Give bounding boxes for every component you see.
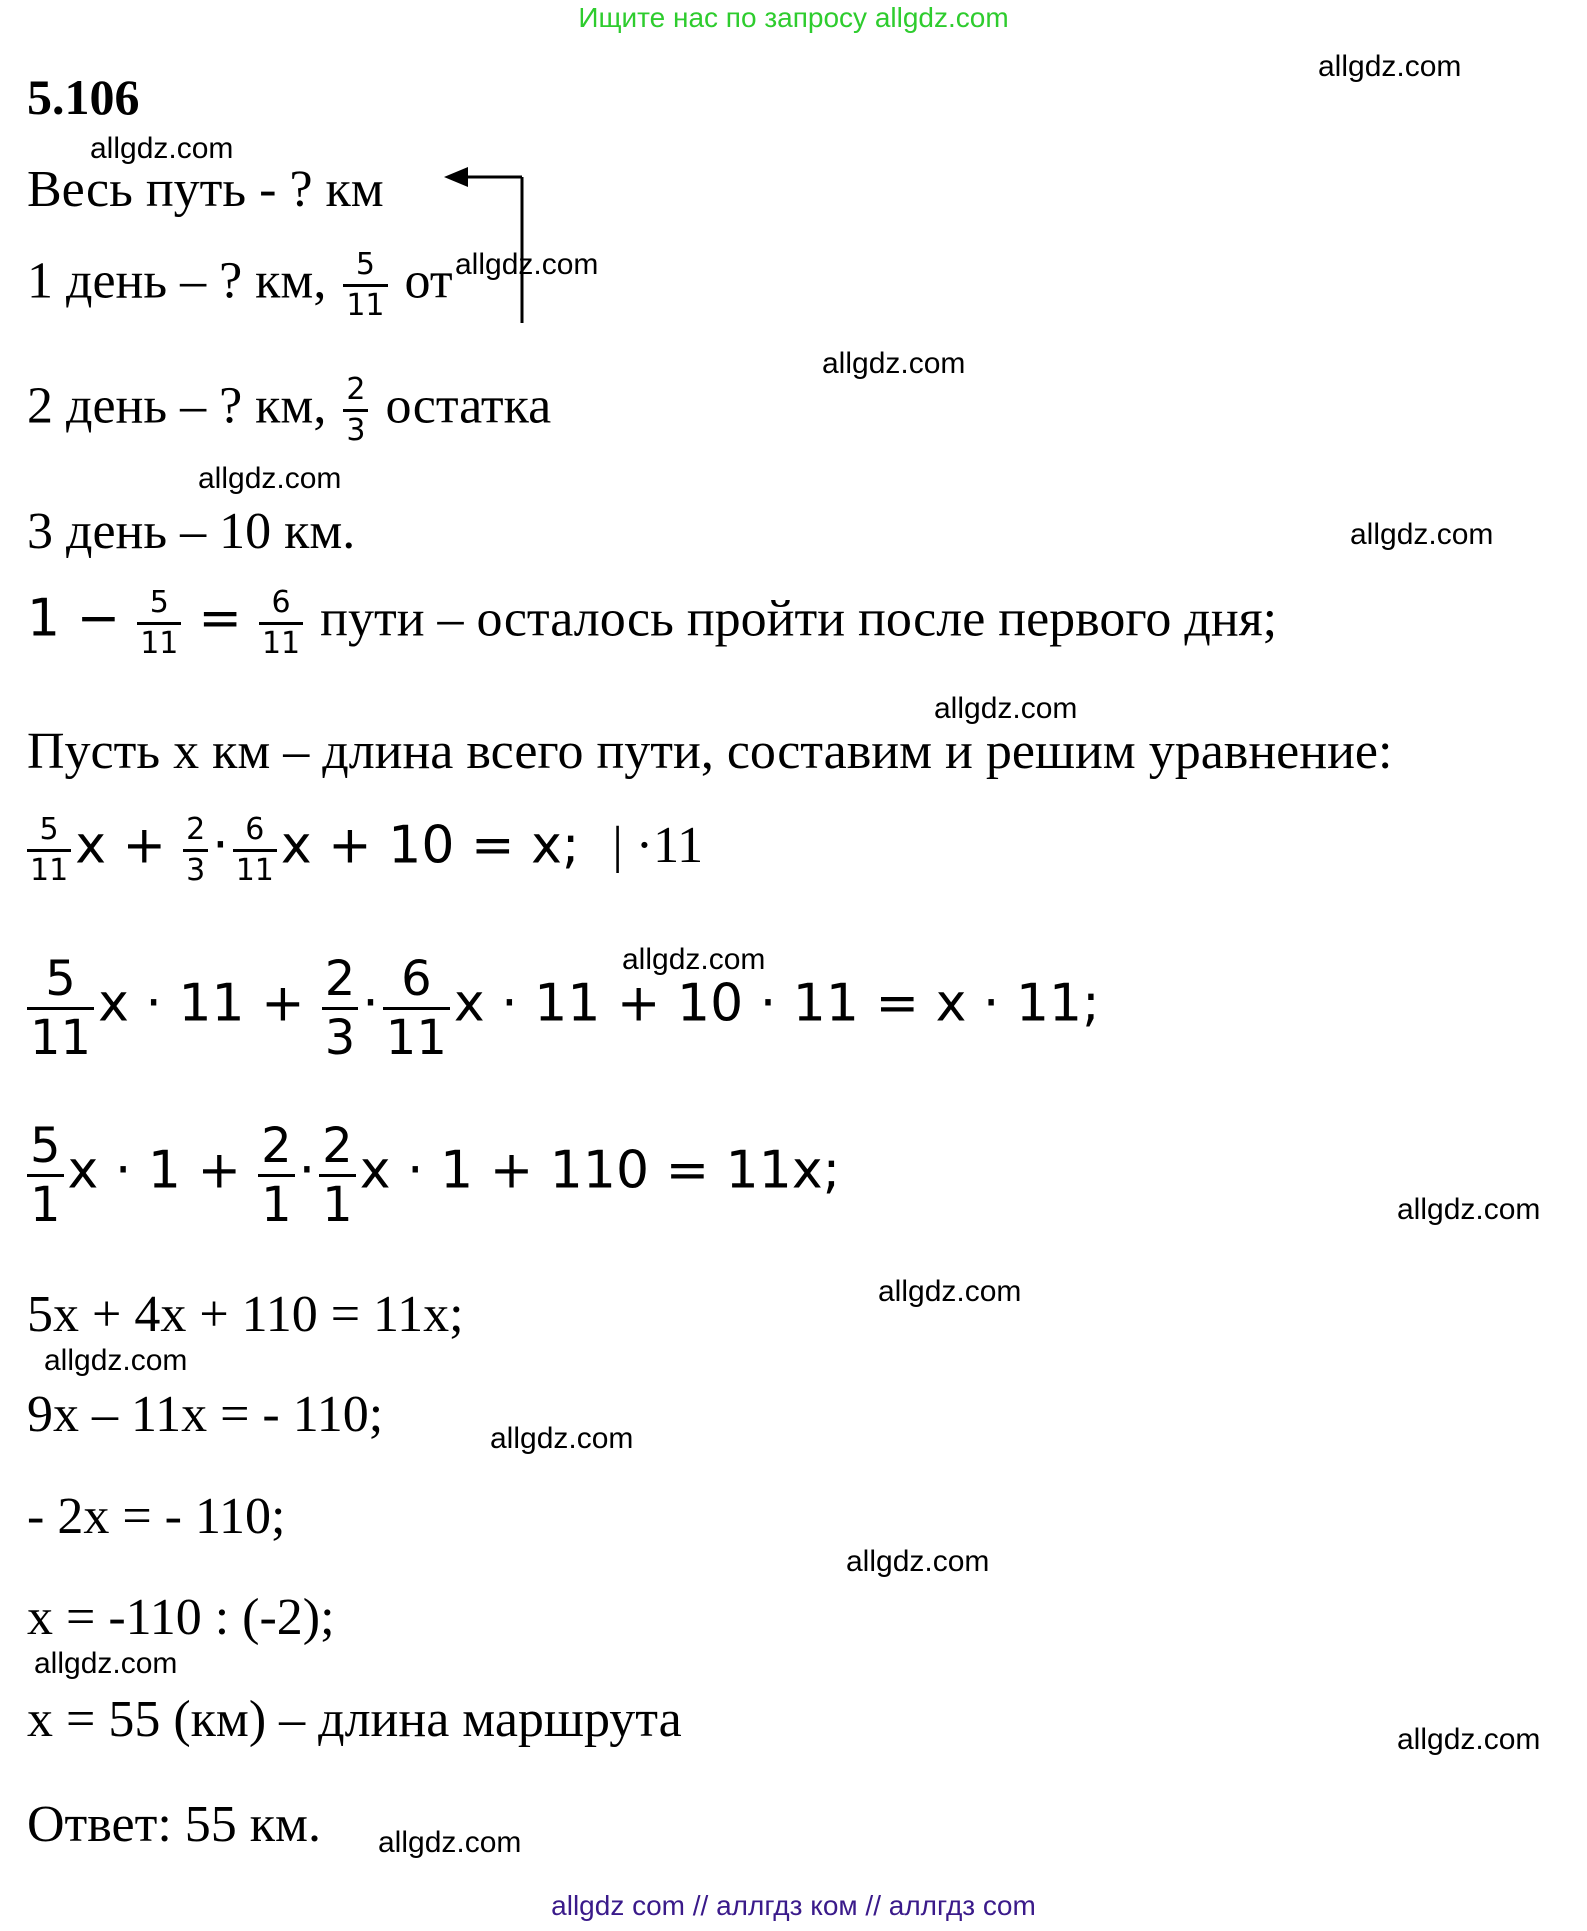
expr: x · 11 + 10 · 11 = x · 11; — [453, 973, 1100, 1034]
top-banner: Ищите нас по запросу allgdz.com — [578, 2, 1009, 33]
expr: x · 1 + — [67, 1140, 242, 1201]
numerator: 6 — [245, 812, 265, 847]
denominator: 3 — [322, 1007, 359, 1062]
expr: x · 11 + — [98, 973, 305, 1034]
watermark: allgdz.com — [455, 248, 599, 281]
watermark: allgdz.com — [378, 1826, 522, 1859]
equation-6: - 2x = - 110; — [27, 1488, 286, 1545]
fraction — [319, 1118, 356, 1233]
numerator: 5 — [355, 247, 375, 282]
fraction — [183, 812, 208, 888]
answer: Ответ: 55 км. — [27, 1796, 321, 1853]
given-day2 — [27, 372, 552, 448]
let-statement: Пусть x км – длина всего пути, составим и решим уравнение: — [27, 723, 1393, 780]
numerator: 2 — [261, 1118, 292, 1174]
expr: 1 − — [27, 588, 121, 649]
watermark: allgdz.com — [490, 1422, 634, 1455]
dot: · — [362, 973, 379, 1034]
numerator: 2 — [346, 372, 366, 407]
numerator: 5 — [45, 951, 76, 1007]
denominator: 11 — [27, 1007, 94, 1062]
watermark: allgdz.com — [1318, 50, 1462, 83]
reference-arrow — [440, 165, 530, 325]
fraction — [27, 812, 71, 888]
denominator: 11 — [383, 1007, 450, 1062]
watermark: allgdz.com — [1350, 518, 1494, 551]
denominator: 3 — [343, 409, 368, 446]
denominator: 3 — [183, 849, 208, 886]
fraction — [383, 951, 450, 1066]
given-total: Весь путь - ? км — [27, 161, 384, 218]
denominator: 11 — [233, 849, 277, 886]
equation-7: x = -110 : (-2); — [27, 1589, 335, 1646]
fraction — [258, 1118, 295, 1233]
numerator: 2 — [324, 951, 356, 1007]
watermark: allgdz.com — [846, 1545, 990, 1578]
fraction — [259, 585, 303, 661]
denominator: 11 — [27, 849, 71, 886]
numerator: 6 — [401, 951, 432, 1007]
numerator: 5 — [39, 812, 59, 847]
equation-8: x = 55 (км) – длина маршрута — [27, 1691, 682, 1748]
watermark: allgdz.com — [822, 347, 966, 380]
expr: x + — [75, 815, 167, 876]
equation-4: 5x + 4x + 110 = 11x; — [27, 1286, 464, 1343]
step-remaining — [27, 585, 1278, 661]
denominator: 11 — [343, 284, 387, 321]
day1-suffix: от — [404, 252, 453, 310]
day1-label: 1 день – ? км, — [27, 252, 327, 310]
numerator: 5 — [149, 585, 169, 620]
multiplier: | ·11 — [612, 817, 704, 875]
footer-banner: allgdz com // аллгдз ком // аллгдз com — [551, 1890, 1036, 1921]
fraction — [322, 951, 359, 1066]
watermark: allgdz.com — [1397, 1723, 1541, 1756]
problem-number: 5.106 — [27, 69, 140, 125]
denominator: 1 — [319, 1174, 356, 1229]
watermark: allgdz.com — [34, 1647, 178, 1680]
dot: · — [298, 1140, 316, 1201]
equation-3 — [27, 1118, 841, 1233]
equals: = — [198, 588, 242, 649]
watermark: allgdz.com — [878, 1275, 1022, 1308]
given-day1 — [27, 247, 453, 323]
day2-suffix: остатка — [385, 377, 552, 435]
expr: x + 10 = x; — [280, 815, 580, 876]
watermark: allgdz.com — [934, 692, 1078, 725]
fraction — [233, 812, 277, 888]
fraction — [343, 247, 387, 323]
watermark: allgdz.com — [198, 462, 342, 495]
numerator: 5 — [30, 1118, 61, 1174]
watermark: allgdz.com — [622, 943, 766, 976]
fraction — [137, 585, 181, 661]
denominator: 11 — [137, 622, 181, 659]
step-text: пути – осталось пройти после первого дня; — [320, 590, 1278, 648]
day2-label: 2 день – ? км, — [27, 377, 327, 435]
denominator: 1 — [258, 1174, 295, 1229]
numerator: 2 — [186, 812, 206, 847]
equation-5: 9x – 11x = - 110; — [27, 1386, 384, 1443]
watermark: allgdz.com — [44, 1344, 188, 1377]
fraction — [343, 372, 368, 448]
denominator: 11 — [259, 622, 303, 659]
fraction — [27, 951, 94, 1066]
expr: x · 1 + 110 = 11x; — [359, 1140, 841, 1201]
numerator: 6 — [271, 585, 291, 620]
watermark: allgdz.com — [90, 132, 234, 165]
watermark: allgdz.com — [1397, 1193, 1541, 1226]
equation-2 — [27, 951, 1100, 1066]
denominator: 1 — [27, 1174, 64, 1229]
fraction — [27, 1118, 64, 1233]
dot: · — [212, 815, 229, 876]
numerator: 2 — [322, 1118, 353, 1174]
given-day3: 3 день – 10 км. — [27, 503, 356, 560]
equation-1 — [27, 812, 704, 888]
